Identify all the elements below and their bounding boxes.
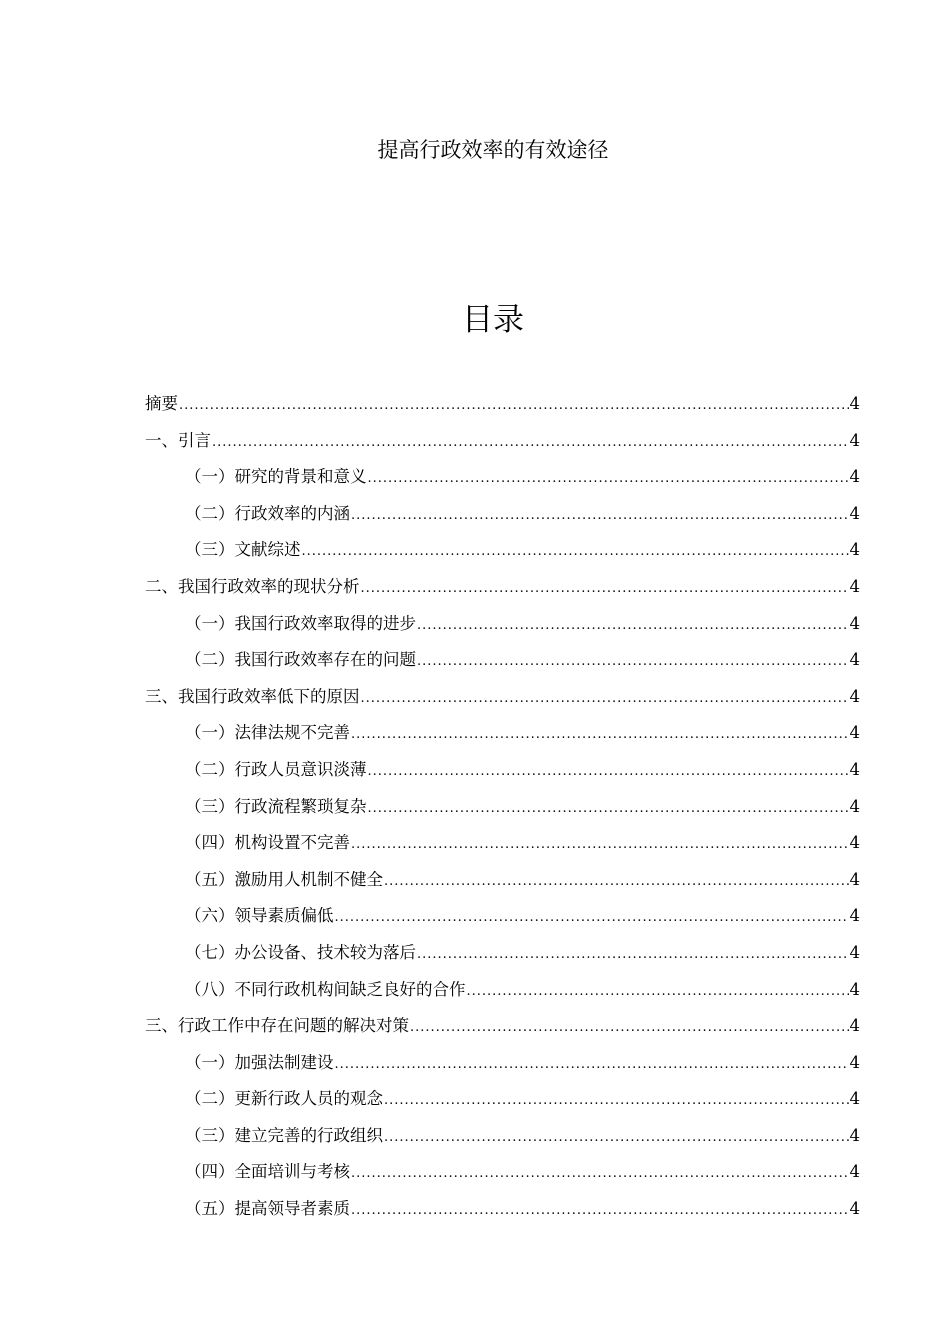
toc-entry-label: （三）行政流程繁琐复杂 <box>185 796 367 816</box>
toc-dot-leader <box>361 687 849 711</box>
toc-entry-label: （六）领导素质偏低 <box>185 906 334 926</box>
toc-entry[interactable] <box>145 868 860 905</box>
toc-entry[interactable] <box>145 1087 860 1124</box>
toc-entry-page-number: 4 <box>849 759 860 779</box>
toc-entry-page-number: 4 <box>849 723 860 743</box>
toc-entry[interactable] <box>145 1051 860 1088</box>
toc-entry[interactable] <box>145 392 860 429</box>
table-of-contents <box>145 392 860 1234</box>
toc-entry-page-number: 4 <box>849 430 860 450</box>
toc-dot-leader <box>384 1126 849 1150</box>
toc-entry[interactable] <box>145 941 860 978</box>
toc-dot-leader <box>351 723 849 747</box>
toc-dot-leader <box>351 1162 849 1186</box>
toc-entry[interactable] <box>145 831 860 868</box>
toc-entry-label: 三、行政工作中存在问题的解决对策 <box>145 1016 409 1036</box>
toc-entry-page-number: 4 <box>849 576 860 596</box>
toc-entry-label: （一）加强法制建设 <box>185 1052 334 1072</box>
toc-entry-label: （五）激励用人机制不健全 <box>185 869 383 889</box>
toc-entry-page-number: 4 <box>849 906 860 926</box>
toc-dot-leader <box>417 943 849 967</box>
toc-entry[interactable] <box>145 575 860 612</box>
toc-entry-page-number: 4 <box>849 1052 860 1072</box>
toc-dot-leader <box>417 650 849 674</box>
toc-dot-leader <box>351 833 849 857</box>
toc-entry-page-number: 4 <box>849 942 860 962</box>
toc-entry-label: （三）文献综述 <box>185 540 301 560</box>
toc-entry[interactable] <box>145 429 860 466</box>
toc-entry-page-number: 4 <box>849 467 860 487</box>
toc-entry-label: （二）行政人员意识淡薄 <box>185 759 367 779</box>
toc-entry-page-number: 4 <box>849 503 860 523</box>
toc-entry[interactable] <box>145 465 860 502</box>
toc-heading: 目录 <box>462 302 524 338</box>
toc-dot-leader <box>368 797 849 821</box>
toc-entry-page-number: 4 <box>849 1125 860 1145</box>
toc-entry-label: 一、引言 <box>145 430 211 450</box>
toc-dot-leader <box>368 760 849 784</box>
toc-dot-leader <box>368 467 849 491</box>
toc-entry[interactable] <box>145 978 860 1015</box>
toc-dot-leader <box>335 1053 849 1077</box>
toc-entry-label: （三）建立完善的行政组织 <box>185 1125 383 1145</box>
toc-dot-leader <box>410 1016 849 1040</box>
toc-entry-page-number: 4 <box>849 540 860 560</box>
toc-entry[interactable] <box>145 721 860 758</box>
toc-entry-label: （四）机构设置不完善 <box>185 833 350 853</box>
toc-entry-page-number: 4 <box>849 686 860 706</box>
toc-entry-page-number: 4 <box>849 650 860 670</box>
toc-entry-label: （四）全面培训与考核 <box>185 1162 350 1182</box>
toc-entry-label: （八）不同行政机构间缺乏良好的合作 <box>185 979 466 999</box>
toc-entry[interactable] <box>145 612 860 649</box>
toc-dot-leader <box>417 614 849 638</box>
toc-entry-page-number: 4 <box>849 833 860 853</box>
toc-dot-leader <box>351 504 849 528</box>
toc-entry-label: 三、我国行政效率低下的原因 <box>145 686 360 706</box>
toc-entry-page-number: 4 <box>849 979 860 999</box>
toc-entry[interactable] <box>145 795 860 832</box>
toc-entry-label: （一）研究的背景和意义 <box>185 467 367 487</box>
toc-dot-leader <box>351 1199 849 1223</box>
toc-entry-label: （二）行政效率的内涵 <box>185 503 350 523</box>
toc-entry-label: （二）更新行政人员的观念 <box>185 1089 383 1109</box>
toc-entry-page-number: 4 <box>849 1199 860 1219</box>
toc-entry-label: （五）提高领导者素质 <box>185 1199 350 1219</box>
toc-entry-page-number: 4 <box>849 1089 860 1109</box>
toc-entry[interactable] <box>145 648 860 685</box>
toc-dot-leader <box>384 1089 849 1113</box>
document-title: 提高行政效率的有效途径 <box>377 138 609 162</box>
toc-entry-page-number: 4 <box>849 394 860 413</box>
toc-entry-label: 二、我国行政效率的现状分析 <box>145 576 360 596</box>
toc-entry-label: （一）我国行政效率取得的进步 <box>185 613 416 633</box>
toc-entry-page-number: 4 <box>849 1016 860 1036</box>
toc-entry[interactable] <box>145 1197 860 1234</box>
toc-entry-page-number: 4 <box>849 613 860 633</box>
toc-entry-label: （一）法律法规不完善 <box>185 723 350 743</box>
toc-entry-label: （二）我国行政效率存在的问题 <box>185 650 416 670</box>
toc-dot-leader <box>361 577 849 601</box>
toc-entry-label: 摘要 <box>145 394 178 413</box>
toc-entry[interactable] <box>145 904 860 941</box>
toc-dot-leader <box>212 431 849 455</box>
toc-entry[interactable] <box>145 758 860 795</box>
toc-entry[interactable] <box>145 685 860 722</box>
toc-entry[interactable] <box>145 1124 860 1161</box>
toc-dot-leader <box>335 906 849 930</box>
toc-entry[interactable] <box>145 1014 860 1051</box>
toc-entry[interactable] <box>145 502 860 539</box>
toc-entry-page-number: 4 <box>849 796 860 816</box>
toc-dot-leader <box>467 980 849 1004</box>
toc-entry-page-number: 4 <box>849 1162 860 1182</box>
toc-entry-label: （七）办公设备、技术较为落后 <box>185 942 416 962</box>
toc-entry[interactable] <box>145 1160 860 1197</box>
toc-dot-leader <box>384 870 849 894</box>
toc-entry[interactable] <box>145 538 860 575</box>
toc-dot-leader <box>302 540 849 564</box>
toc-entry-page-number: 4 <box>849 869 860 889</box>
toc-dot-leader <box>179 394 849 418</box>
